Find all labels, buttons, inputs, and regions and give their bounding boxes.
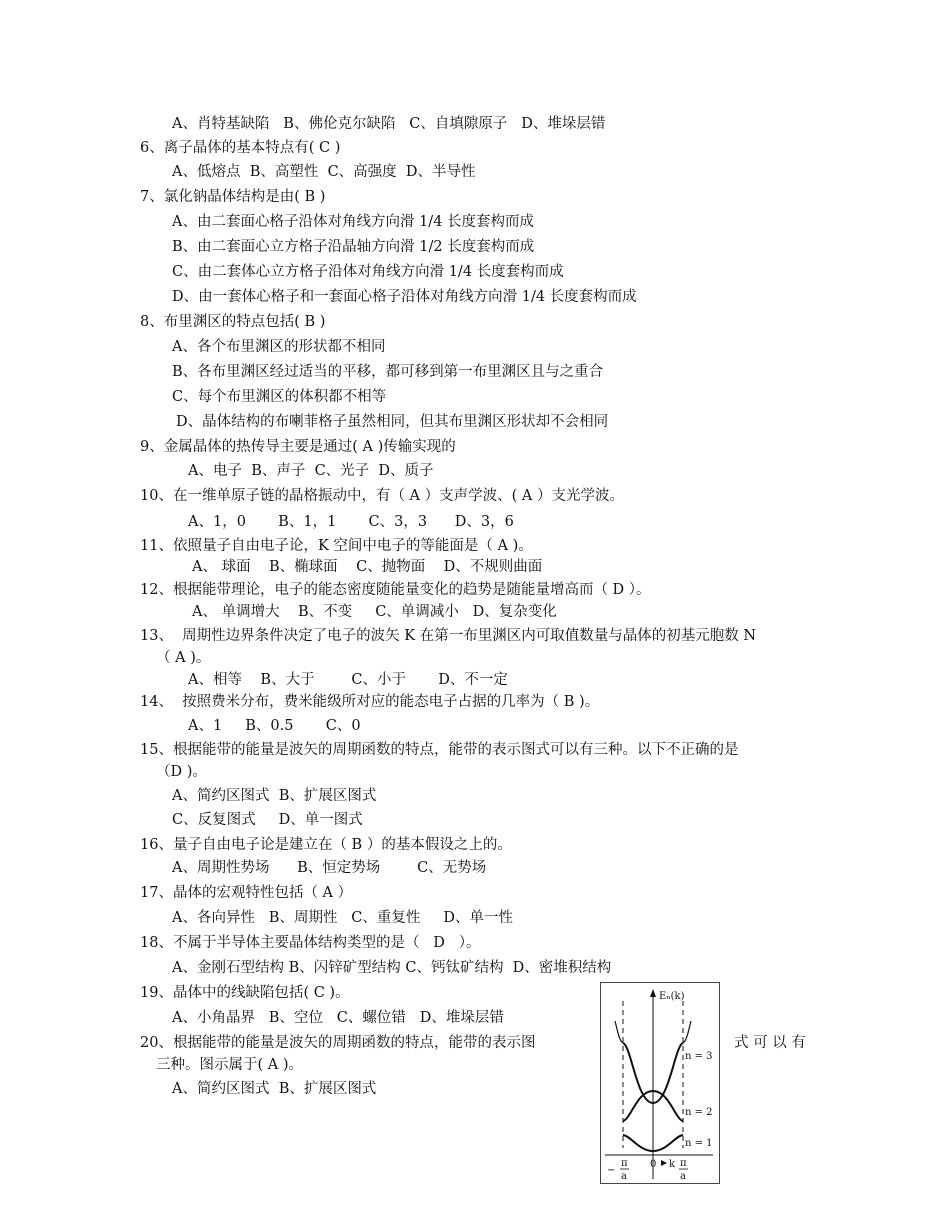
- band-n3-label: n = 3: [685, 1051, 713, 1062]
- energy-axis-arrow: [650, 989, 656, 997]
- q20-stem-continued: 三种。图示属于( A )。: [156, 1057, 304, 1073]
- q14-stem: 14、 按照费米分布，费米能级所对应的能态电子占据的几率为（ B )。: [140, 694, 600, 710]
- q8-option-c: C、每个布里渊区的体积都不相等: [172, 389, 387, 405]
- q10-options: A、1，0 B、1，1 C、3，3 D、3，6: [188, 514, 514, 530]
- q13-options: A、相等 B、大于 C、小于 D、不一定: [188, 672, 508, 688]
- q9-stem: 9、金属晶体的热传导主要是通过( A )传输实现的: [140, 439, 456, 455]
- q7-option-b: B、由二套面心立方格子沿晶轴方向滑 1/2 长度套构而成: [172, 239, 535, 255]
- q17-options: A、各向异性 B、周期性 C、重复性 D、单一性: [172, 910, 514, 926]
- band-n3-right-extension: [683, 1021, 691, 1043]
- band-structure-diagram: [601, 983, 719, 1183]
- right-a-label: a: [680, 1171, 686, 1182]
- q8-option-d: D、晶体结构的布喇菲格子虽然相同，但其布里渊区形状却不会相同: [176, 414, 609, 430]
- left-a-label: a: [621, 1171, 627, 1182]
- left-pi-label: π: [621, 1158, 628, 1169]
- q9-options: A、电子 B、声子 C、光子 D、质子: [188, 463, 434, 479]
- minus-sign-label: −: [607, 1165, 616, 1176]
- k-axis-arrow: [661, 1160, 667, 1166]
- band-n1-label: n = 1: [685, 1138, 713, 1149]
- q18-options: A、金刚石型结构 B、闪锌矿型结构 C、钙钛矿结构 D、密堆积结构: [172, 960, 612, 976]
- q16-options: A、周期性势场 B、恒定势场 C、无势场: [172, 860, 487, 876]
- q7-option-c: C、由二套体心立方格子沿体对角线方向滑 1/4 长度套构而成: [172, 264, 564, 280]
- q15-options-cd: C、反复图式 D、单一图式: [172, 812, 363, 828]
- q8-option-a: A、各个布里渊区的形状都不相同: [172, 339, 386, 355]
- origin-label: 0: [650, 1159, 657, 1170]
- q11-stem: 11、依照量子自由电子论，K 空间中电子的等能面是（ A )。: [140, 538, 533, 554]
- q19-stem: 19、晶体中的线缺陷包括( C )。: [140, 985, 350, 1001]
- q7-option-d: D、由一套体心格子和一套面心格子沿体对角线方向滑 1/4 长度套构而成: [172, 289, 637, 305]
- k-axis-label: k: [669, 1159, 676, 1170]
- q15-stem: 15、根据能带的能量是波矢的周期函数的特点，能带的表示图式可以有三种。以下不正确的是: [140, 742, 739, 758]
- q8-stem: 8、布里渊区的特点包括( B ): [140, 314, 326, 330]
- q20-options: A、简约区图式 B、扩展区图式: [172, 1081, 377, 1097]
- q5-options: A、肖特基缺陷 B、佛伦克尔缺陷 C、自填隙原子 D、堆垛层错: [172, 116, 606, 132]
- q10-stem: 10、在一维单原子链的晶格振动中，有（ A ）支声学波、( A ）支光学波。: [140, 488, 624, 504]
- q6-options: A、低熔点 B、高塑性 C、高强度 D、半导性: [172, 164, 476, 180]
- q20-stem: 20、根据能带的能量是波矢的周期函数的特点，能带的表示图: [140, 1035, 536, 1051]
- q13-stem-continued: （ A )。: [156, 650, 211, 666]
- q12-options: A、 单调增大 B、不变 C、单调减小 D、复杂变化: [192, 604, 557, 620]
- q15-options-ab: A、简约区图式 B、扩展区图式: [172, 788, 377, 804]
- band-n2-label: n = 2: [685, 1107, 713, 1118]
- q6-stem: 6、离子晶体的基本特点有( C ): [140, 140, 341, 156]
- q18-stem: 18、不属于半导体主要晶体结构类型的是（ D ）。: [140, 935, 481, 951]
- q11-options: A、 球面 B、椭球面 C、抛物面 D、不规则曲面: [192, 559, 543, 575]
- q8-option-b: B、各布里渊区经过适当的平移，都可移到第一布里渊区且与之重合: [172, 364, 604, 380]
- q15-stem-continued: （D )。: [156, 764, 207, 780]
- q17-stem: 17、晶体的宏观特性包括（ A ）: [140, 885, 353, 901]
- q7-option-a: A、由二套面心格子沿体对角线方向滑 1/4 长度套构而成: [172, 214, 535, 230]
- q7-stem: 7、氯化钠晶体结构是由( B ): [140, 189, 326, 205]
- q13-stem: 13、 周期性边界条件决定了电子的波矢 K 在第一布里渊区内可取值数量与晶体的初基元胞数 N: [140, 628, 757, 644]
- right-pi-label: π: [680, 1158, 687, 1169]
- q19-options: A、小角晶界 B、空位 C、螺位错 D、堆垛层错: [172, 1010, 504, 1026]
- band-structure-figure: [600, 982, 720, 1184]
- q20-stem-right: 式 可 以 有: [734, 1035, 806, 1051]
- q16-stem: 16、量子自由电子论是建立在（ B ）的基本假设之上的。: [140, 837, 512, 853]
- q14-options: A、1 B、0.5 C、0: [188, 718, 361, 734]
- band-n3-left-extension: [615, 1021, 623, 1043]
- q12-stem: 12、根据能带理论，电子的能态密度随能量变化的趋势是随能量增高而（ D ）。: [140, 582, 651, 598]
- energy-axis-label: Eₙ(k): [659, 991, 685, 1002]
